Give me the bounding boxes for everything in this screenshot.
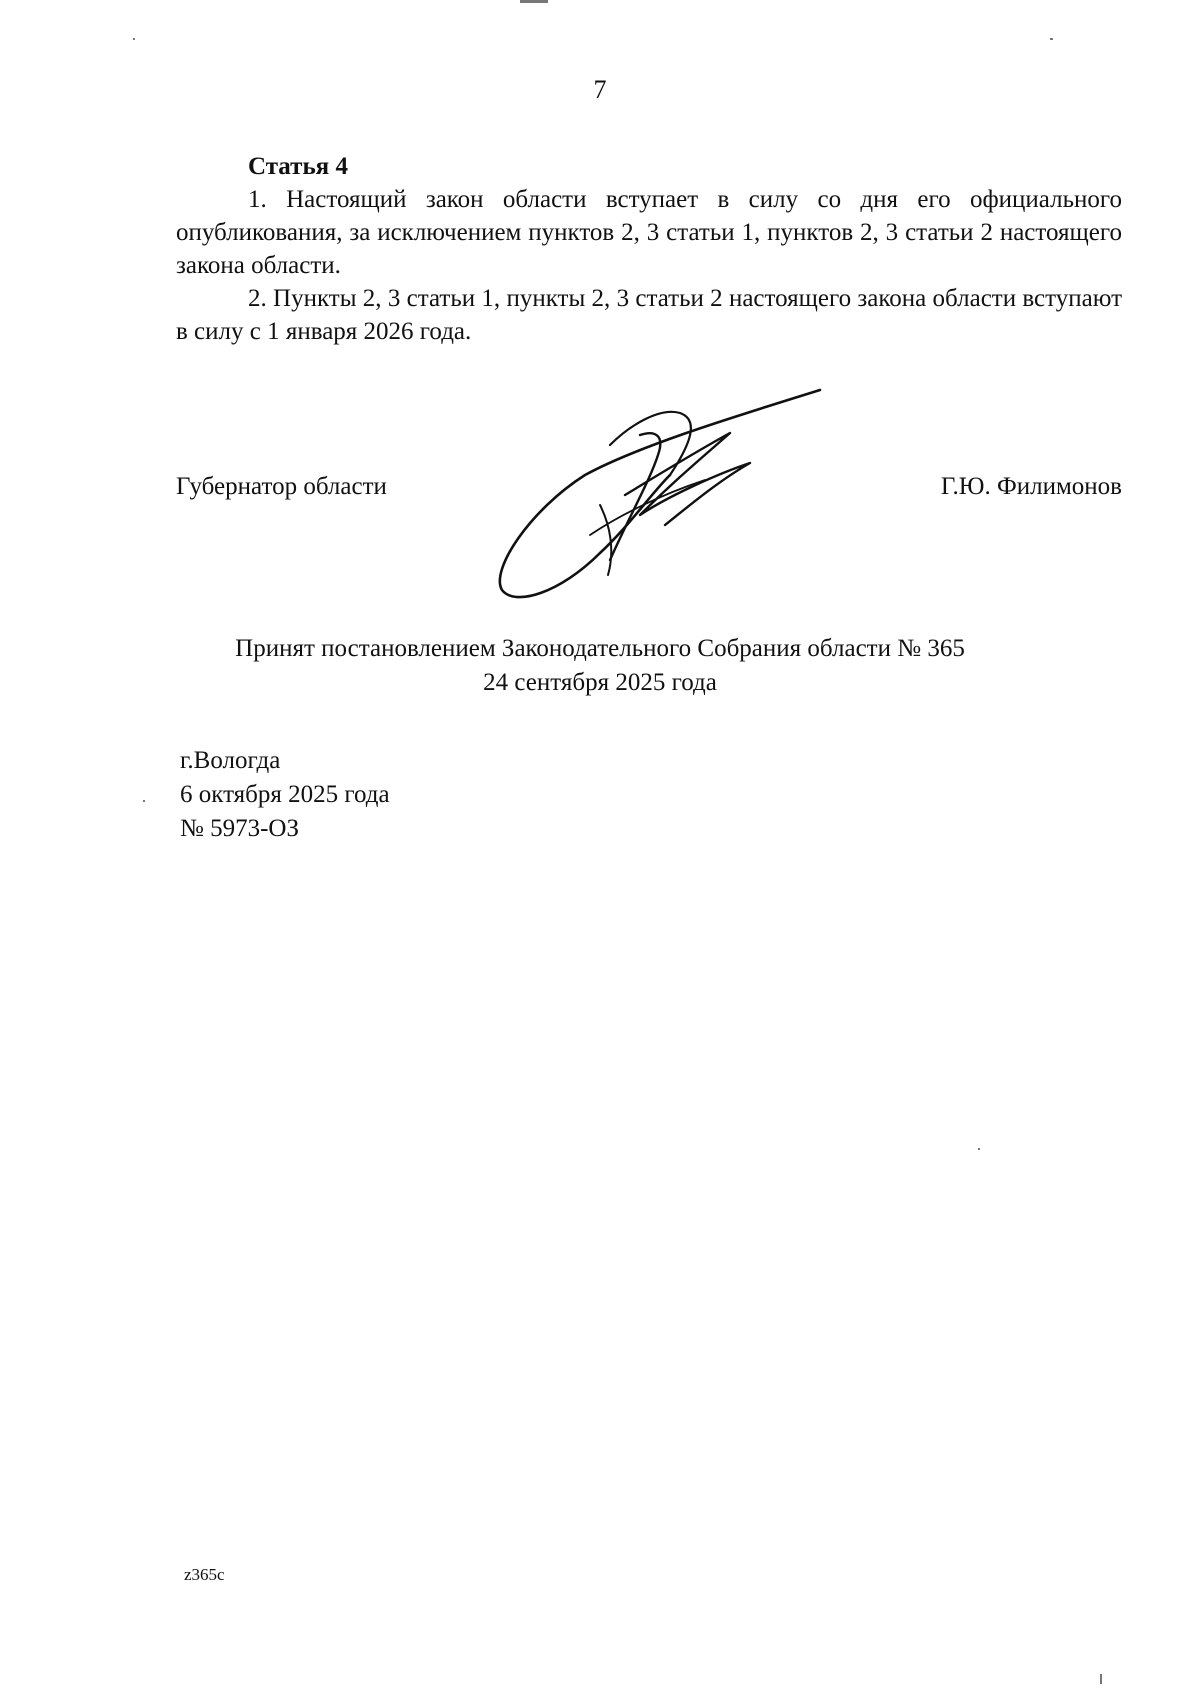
signatory-position: Губернатор области: [176, 473, 387, 500]
article-paragraph-1: 1. Настоящий закон области вступает в силу со дня его официального опубликования, за исключением пунктов 2, 3 статьи 1, пунктов 2, 3 статьи 2 настоящего закона области.: [176, 186, 1122, 279]
article-heading: Статья 4: [248, 153, 348, 180]
law-date: 6 октября 2025 года: [180, 781, 390, 808]
law-number: № 5973-ОЗ: [180, 815, 300, 842]
signature-stroke: [610, 412, 691, 475]
page-number: 7: [593, 75, 607, 104]
scan-speck: [133, 38, 135, 40]
article-4: [176, 150, 1122, 348]
document-code: z365c: [184, 1565, 225, 1584]
scan-speck: [978, 1148, 980, 1150]
adoption-note: [0, 632, 1200, 700]
adoption-line: Принят постановлением Законодательного Собрания области № 365: [235, 635, 965, 662]
place-date-block: [180, 744, 390, 846]
scan-speck: [143, 800, 145, 802]
scan-speck: [520, 0, 548, 3]
adoption-date: 24 сентября 2025 года: [483, 669, 717, 696]
scan-speck: [1100, 1674, 1102, 1684]
signature-stroke: [500, 390, 820, 597]
scan-speck: [1050, 38, 1053, 40]
handwritten-signature: [490, 385, 830, 610]
city: г.Вологда: [180, 747, 281, 774]
signatory-name: Г.Ю. Филимонов: [940, 473, 1122, 500]
article-paragraph-2: 2. Пункты 2, 3 статьи 1, пункты 2, 3 статьи 2 настоящего закона области вступают в силу с 1 января 2026 года.: [176, 285, 1122, 345]
signature-stroke: [625, 433, 750, 525]
signature-stroke: [600, 505, 611, 575]
